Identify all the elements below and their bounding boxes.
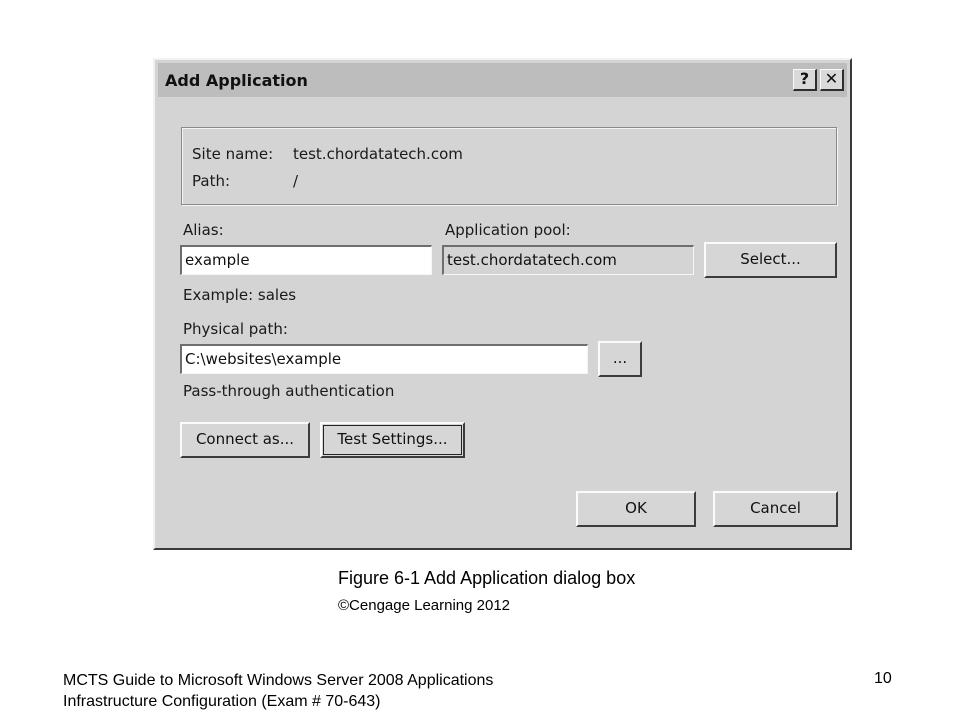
close-button[interactable]: ✕	[820, 69, 844, 91]
footer-line-1: MCTS Guide to Microsoft Windows Server 2008 Applications	[63, 672, 494, 689]
select-button[interactable]: Select...	[704, 242, 837, 278]
alias-input[interactable]: example	[180, 245, 432, 275]
ok-button[interactable]: OK	[576, 491, 696, 527]
alias-example-text: Example: sales	[183, 286, 297, 304]
path-value: /	[293, 172, 299, 190]
footer-line-2: Infrastructure Configuration (Exam # 70-643)	[63, 693, 381, 710]
browse-button[interactable]: ...	[598, 341, 642, 377]
copyright-text: ©Cengage Learning 2012	[338, 597, 511, 614]
application-pool-field: test.chordatatech.com	[442, 245, 694, 275]
path-label: Path:	[192, 172, 231, 190]
title-bar[interactable]	[158, 63, 847, 97]
site-name-value: test.chordatatech.com	[293, 145, 463, 163]
add-application-dialog	[153, 58, 852, 550]
help-button[interactable]: ?	[793, 69, 817, 91]
site-name-label: Site name:	[192, 145, 274, 163]
dialog-title: Add Application	[165, 71, 308, 90]
slide-footer	[63, 670, 493, 712]
test-settings-button[interactable]: Test Settings...	[320, 422, 465, 458]
page-number: 10	[874, 670, 892, 687]
pass-through-auth-label: Pass-through authentication	[183, 382, 395, 400]
site-info-group	[181, 127, 837, 205]
figure-caption: Figure 6-1 Add Application dialog box	[338, 568, 636, 588]
cancel-button[interactable]: Cancel	[713, 491, 838, 527]
application-pool-label: Application pool:	[445, 221, 571, 239]
physical-path-label: Physical path:	[183, 320, 288, 338]
connect-as-button[interactable]: Connect as...	[180, 422, 310, 458]
alias-label: Alias:	[183, 221, 224, 239]
physical-path-input[interactable]: C:\websites\example	[180, 344, 588, 374]
